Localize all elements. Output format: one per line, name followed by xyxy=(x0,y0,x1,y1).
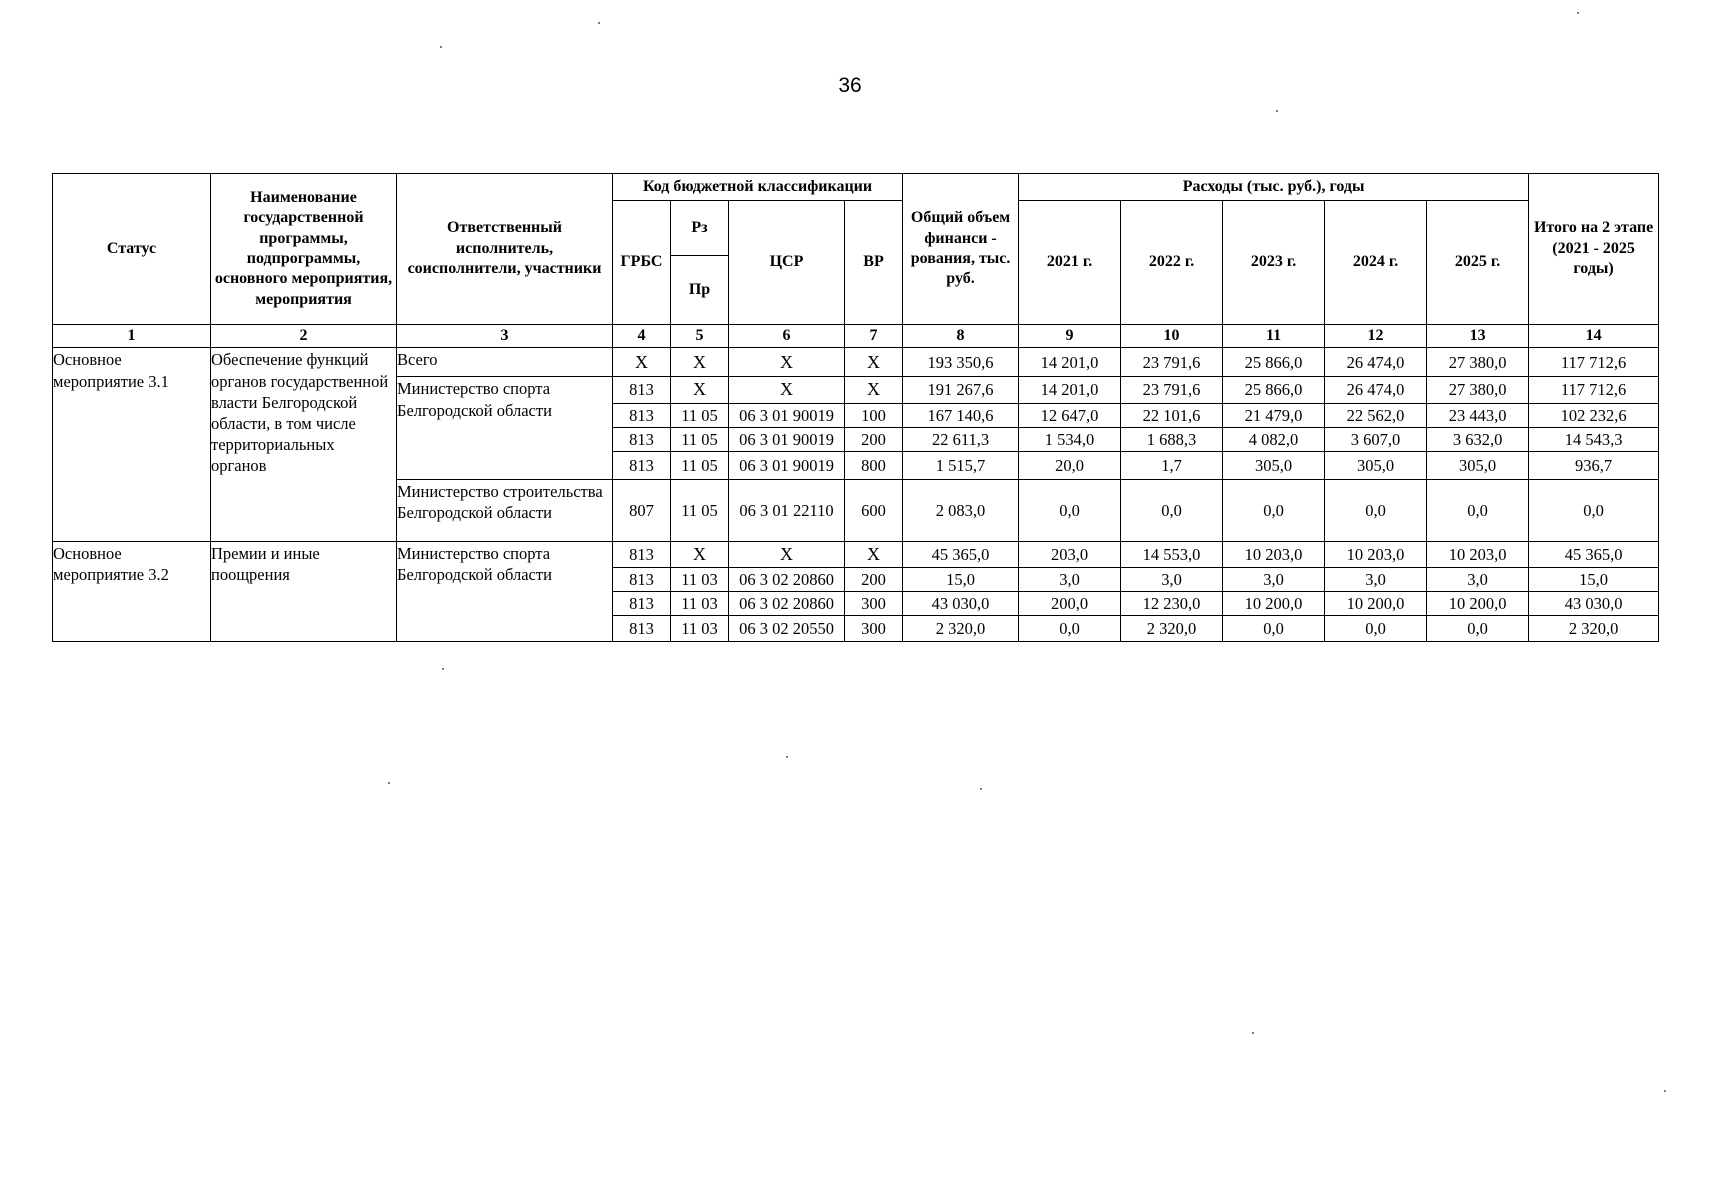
grbs-cell: 813 xyxy=(613,541,671,567)
year-cell: 12 230,0 xyxy=(1121,591,1223,615)
sum-cell: 14 543,3 xyxy=(1529,427,1659,451)
year-cell: 23 443,0 xyxy=(1427,403,1529,427)
year-cell: 305,0 xyxy=(1223,451,1325,479)
year-cell: 3 632,0 xyxy=(1427,427,1529,451)
year-cell: 0,0 xyxy=(1223,615,1325,641)
year-cell: 0,0 xyxy=(1019,615,1121,641)
scan-speck xyxy=(1252,1032,1254,1034)
executor-cell: Министерство спорта Белгородской области xyxy=(397,377,613,479)
sum-cell: 2 320,0 xyxy=(1529,615,1659,641)
total-cell: 167 140,6 xyxy=(903,403,1019,427)
year-cell: 14 201,0 xyxy=(1019,377,1121,403)
year-cell: 12 647,0 xyxy=(1019,403,1121,427)
scan-speck xyxy=(442,668,444,670)
csr-cell: Х xyxy=(729,541,845,567)
csr-cell: 06 3 02 20860 xyxy=(729,567,845,591)
column-number: 3 xyxy=(397,325,613,348)
table-row xyxy=(53,541,1659,567)
csr-cell: 06 3 01 90019 xyxy=(729,427,845,451)
year-cell: 10 200,0 xyxy=(1427,591,1529,615)
rzpr-cell: 11 05 xyxy=(671,427,729,451)
year-cell: 305,0 xyxy=(1427,451,1529,479)
year-cell: 305,0 xyxy=(1325,451,1427,479)
sum-cell: 43 030,0 xyxy=(1529,591,1659,615)
rzpr-cell: 11 03 xyxy=(671,591,729,615)
column-number: 2 xyxy=(211,325,397,348)
sum-cell: 117 712,6 xyxy=(1529,348,1659,377)
csr-cell: 06 3 01 90019 xyxy=(729,403,845,427)
year-cell: 2 320,0 xyxy=(1121,615,1223,641)
year-cell: 0,0 xyxy=(1427,479,1529,541)
column-number: 10 xyxy=(1121,325,1223,348)
csr-cell: Х xyxy=(729,348,845,377)
header-total-volume: Общий объем финанси - рования, тыс. руб. xyxy=(903,174,1019,325)
scan-speck xyxy=(980,788,982,790)
rzpr-cell: Х xyxy=(671,377,729,403)
grbs-cell: 813 xyxy=(613,591,671,615)
total-cell: 15,0 xyxy=(903,567,1019,591)
column-number: 1 xyxy=(53,325,211,348)
header-kbk: Код бюджетной классификации xyxy=(613,174,903,201)
sum-cell: 45 365,0 xyxy=(1529,541,1659,567)
sum-cell: 102 232,6 xyxy=(1529,403,1659,427)
year-cell: 1 688,3 xyxy=(1121,427,1223,451)
total-cell: 191 267,6 xyxy=(903,377,1019,403)
total-cell: 193 350,6 xyxy=(903,348,1019,377)
header-name: Наименование государственной программы, подпрограммы, основного мероприятия, мероприятия xyxy=(211,174,397,325)
vr-cell: 200 xyxy=(845,427,903,451)
header-grbs: ГРБС xyxy=(613,201,671,325)
year-cell: 21 479,0 xyxy=(1223,403,1325,427)
csr-cell: Х xyxy=(729,377,845,403)
sum-cell: 117 712,6 xyxy=(1529,377,1659,403)
year-cell: 3,0 xyxy=(1223,567,1325,591)
grbs-cell: 813 xyxy=(613,615,671,641)
executor-cell: Министерство спорта Белгородской области xyxy=(397,541,613,641)
header-executor: Ответственный исполнитель, соисполнители, участники xyxy=(397,174,613,325)
year-cell: 22 562,0 xyxy=(1325,403,1427,427)
column-number: 7 xyxy=(845,325,903,348)
header-status: Статус xyxy=(53,174,211,325)
scan-speck xyxy=(786,756,788,758)
year-cell: 27 380,0 xyxy=(1427,348,1529,377)
csr-cell: 06 3 01 22110 xyxy=(729,479,845,541)
column-number: 12 xyxy=(1325,325,1427,348)
vr-cell: 600 xyxy=(845,479,903,541)
scan-speck xyxy=(440,46,442,48)
header-vr: ВР xyxy=(845,201,903,325)
header-total-stage: Итого на 2 этапе (2021 - 2025 годы) xyxy=(1529,174,1659,325)
csr-cell: 06 3 02 20860 xyxy=(729,591,845,615)
year-cell: 3,0 xyxy=(1121,567,1223,591)
year-cell: 1,7 xyxy=(1121,451,1223,479)
grbs-cell: 807 xyxy=(613,479,671,541)
year-cell: 23 791,6 xyxy=(1121,348,1223,377)
rzpr-cell: Х xyxy=(671,348,729,377)
rzpr-cell: 11 05 xyxy=(671,403,729,427)
page-number: 36 xyxy=(838,74,862,97)
column-number: 9 xyxy=(1019,325,1121,348)
vr-cell: Х xyxy=(845,541,903,567)
header-year-2021: 2021 г. xyxy=(1019,201,1121,325)
rzpr-cell: 11 05 xyxy=(671,451,729,479)
column-number: 5 xyxy=(671,325,729,348)
year-cell: 10 203,0 xyxy=(1325,541,1427,567)
budget-table xyxy=(52,173,1659,642)
year-cell: 25 866,0 xyxy=(1223,348,1325,377)
scan-speck xyxy=(1664,1090,1666,1092)
total-cell: 2 320,0 xyxy=(903,615,1019,641)
year-cell: 0,0 xyxy=(1325,479,1427,541)
year-cell: 23 791,6 xyxy=(1121,377,1223,403)
header-rz: Рз xyxy=(671,201,729,256)
year-cell: 10 200,0 xyxy=(1325,591,1427,615)
vr-cell: 300 xyxy=(845,615,903,641)
rzpr-cell: Х xyxy=(671,541,729,567)
year-cell: 3,0 xyxy=(1427,567,1529,591)
total-cell: 43 030,0 xyxy=(903,591,1019,615)
total-cell: 1 515,7 xyxy=(903,451,1019,479)
scan-speck xyxy=(1276,110,1278,112)
column-number: 11 xyxy=(1223,325,1325,348)
vr-cell: 800 xyxy=(845,451,903,479)
header-pr: Пр xyxy=(671,256,729,325)
header-year-2023: 2023 г. xyxy=(1223,201,1325,325)
rzpr-cell: 11 03 xyxy=(671,567,729,591)
year-cell: 4 082,0 xyxy=(1223,427,1325,451)
year-cell: 14 201,0 xyxy=(1019,348,1121,377)
year-cell: 26 474,0 xyxy=(1325,348,1427,377)
sum-cell: 15,0 xyxy=(1529,567,1659,591)
year-cell: 14 553,0 xyxy=(1121,541,1223,567)
year-cell: 10 203,0 xyxy=(1223,541,1325,567)
year-cell: 3,0 xyxy=(1019,567,1121,591)
vr-cell: Х xyxy=(845,348,903,377)
rzpr-cell: 11 05 xyxy=(671,479,729,541)
total-cell: 45 365,0 xyxy=(903,541,1019,567)
year-cell: 26 474,0 xyxy=(1325,377,1427,403)
year-cell: 10 200,0 xyxy=(1223,591,1325,615)
year-cell: 200,0 xyxy=(1019,591,1121,615)
grbs-cell: Х xyxy=(613,348,671,377)
year-cell: 0,0 xyxy=(1019,479,1121,541)
header-year-2022: 2022 г. xyxy=(1121,201,1223,325)
column-number: 4 xyxy=(613,325,671,348)
year-cell: 203,0 xyxy=(1019,541,1121,567)
total-cell: 22 611,3 xyxy=(903,427,1019,451)
activity-name-cell: Премии и иные поощрения xyxy=(211,541,397,641)
grbs-cell: 813 xyxy=(613,377,671,403)
year-cell: 22 101,6 xyxy=(1121,403,1223,427)
year-cell: 0,0 xyxy=(1223,479,1325,541)
year-cell: 3 607,0 xyxy=(1325,427,1427,451)
activity-name-cell: Обеспечение функций органов государственной власти Белгородской области, в том числе территориальных органов xyxy=(211,348,397,541)
status-cell: Основное мероприятие 3.2 xyxy=(53,541,211,641)
header-expenses: Расходы (тыс. руб.), годы xyxy=(1019,174,1529,201)
year-cell: 0,0 xyxy=(1427,615,1529,641)
year-cell: 3,0 xyxy=(1325,567,1427,591)
year-cell: 25 866,0 xyxy=(1223,377,1325,403)
csr-cell: 06 3 02 20550 xyxy=(729,615,845,641)
executor-cell: Всего xyxy=(397,348,613,377)
csr-cell: 06 3 01 90019 xyxy=(729,451,845,479)
sum-cell: 0,0 xyxy=(1529,479,1659,541)
scan-speck xyxy=(388,782,390,784)
column-number: 6 xyxy=(729,325,845,348)
header-year-2025: 2025 г. xyxy=(1427,201,1529,325)
grbs-cell: 813 xyxy=(613,451,671,479)
scan-speck xyxy=(598,22,600,24)
scan-speck xyxy=(1577,12,1579,14)
year-cell: 20,0 xyxy=(1019,451,1121,479)
vr-cell: 100 xyxy=(845,403,903,427)
table-row xyxy=(53,348,1659,377)
grbs-cell: 813 xyxy=(613,427,671,451)
year-cell: 0,0 xyxy=(1121,479,1223,541)
header-year-2024: 2024 г. xyxy=(1325,201,1427,325)
column-number: 13 xyxy=(1427,325,1529,348)
sum-cell: 936,7 xyxy=(1529,451,1659,479)
status-cell: Основное мероприятие 3.1 xyxy=(53,348,211,541)
vr-cell: 300 xyxy=(845,591,903,615)
executor-cell: Министерство строительства Белгородской области xyxy=(397,479,613,541)
year-cell: 27 380,0 xyxy=(1427,377,1529,403)
grbs-cell: 813 xyxy=(613,403,671,427)
vr-cell: 200 xyxy=(845,567,903,591)
year-cell: 0,0 xyxy=(1325,615,1427,641)
grbs-cell: 813 xyxy=(613,567,671,591)
year-cell: 1 534,0 xyxy=(1019,427,1121,451)
year-cell: 10 203,0 xyxy=(1427,541,1529,567)
header-csr: ЦСР xyxy=(729,201,845,325)
rzpr-cell: 11 03 xyxy=(671,615,729,641)
column-number: 8 xyxy=(903,325,1019,348)
total-cell: 2 083,0 xyxy=(903,479,1019,541)
vr-cell: Х xyxy=(845,377,903,403)
column-number: 14 xyxy=(1529,325,1659,348)
